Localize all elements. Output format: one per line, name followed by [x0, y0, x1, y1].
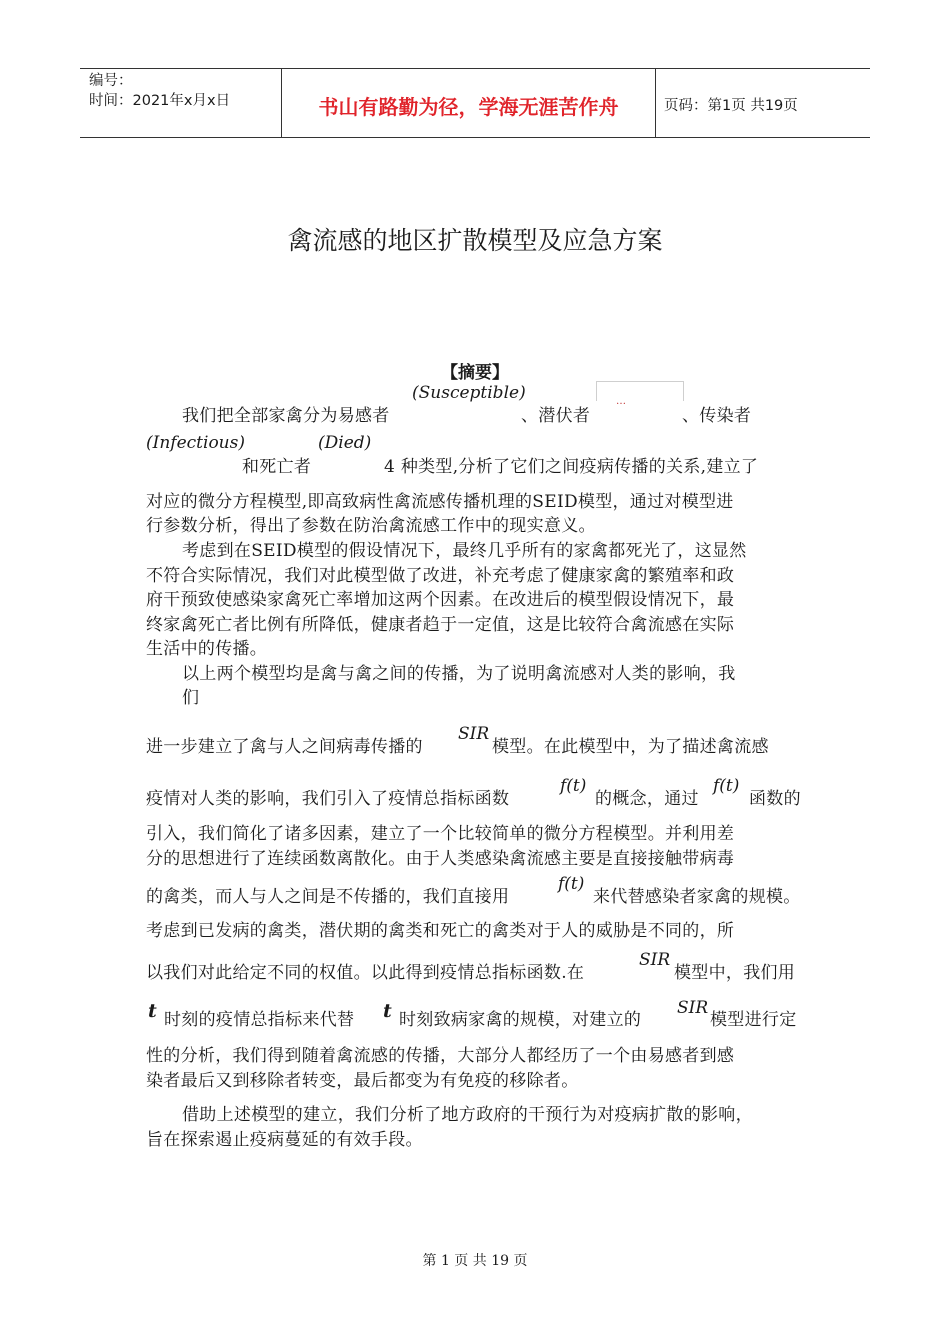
- header-motto: 书山有路勤为径，学海无涯苦作舟: [318, 95, 619, 119]
- abstract-text: 生活中的传播。: [146, 639, 268, 659]
- header-page-code: 页码：第1页 共19页: [664, 98, 798, 114]
- abstract-text: 、传染者: [682, 406, 752, 426]
- abstract-text: 不符合实际情况，我们对此模型做了改进，补充考虑了健康家禽的繁殖率和政: [146, 566, 735, 586]
- abstract-text: 的概念，通过: [595, 789, 699, 809]
- abstract-text: 时刻致病家禽的规模，对建立的: [399, 1010, 642, 1030]
- abstract-text: 考虑到在SEID模型的假设情况下，最终几乎所有的家禽都死光了，这显然: [182, 541, 747, 561]
- formula-sir: SIR: [677, 998, 709, 1018]
- abstract-text: 染者最后又到移除者转变，最后都变为有免疫的移除者。: [146, 1071, 579, 1091]
- formula-susceptible: (Susceptible): [412, 383, 526, 403]
- abstract-text: 我们把全部家禽分为易感者: [182, 406, 390, 426]
- abstract-text: 性的分析，我们得到随着禽流感的传播，大部分人都经历了一个由易感者到感: [146, 1046, 735, 1066]
- abstract-text: 行参数分析，得出了参数在防治禽流感工作中的现实意义。: [146, 516, 596, 536]
- abstract-text: 时刻的疫情总指标来代替: [164, 1010, 355, 1030]
- abstract-text: 引入，我们简化了诸多因素，建立了一个比较简单的微分方程模型。并利用差: [146, 824, 735, 844]
- formula-t: t: [148, 1000, 157, 1022]
- abstract-text: 进一步建立了禽与人之间病毒传播的: [146, 737, 423, 757]
- page-footer: 第 1 页 共 19 页: [422, 1253, 528, 1269]
- abstract-text: 来代替感染者家禽的规模。: [593, 887, 801, 907]
- formula-blank-mark: …: [616, 396, 627, 407]
- abstract-text: 终家禽死亡者比例有所降低，健康者趋于一定值，这是比较符合禽流感在实际: [146, 615, 735, 635]
- abstract-text: 分的思想进行了连续函数离散化。由于人类感染禽流感主要是直接接触带病毒: [146, 849, 735, 869]
- time-label: 时间：2021年x月x日: [89, 93, 231, 109]
- formula-died: (Died): [318, 433, 372, 453]
- abstract-text: 4 种类型,分析了它们之间疫病传播的关系,建立了: [384, 457, 759, 477]
- formula-ft: f(t): [560, 776, 587, 796]
- abstract-text: 以我们对此给定不同的权值。以此得到疫情总指标函数.在: [146, 963, 585, 983]
- abstract-text: 、潜伏者: [521, 406, 591, 426]
- formula-infectious: (Infectious): [146, 433, 245, 453]
- page-header: [80, 68, 870, 138]
- header-meta: [89, 71, 230, 111]
- abstract-text: 以上两个模型均是禽与禽之间的传播，为了说明禽流感对人类的影响，我: [182, 664, 736, 684]
- document-title: 禽流感的地区扩散模型及应急方案: [287, 226, 663, 255]
- abstract-text: 模型进行定: [710, 1010, 797, 1030]
- abstract-text: 模型中，我们用: [674, 963, 796, 983]
- formula-blank-box: [596, 381, 684, 401]
- abstract-text: 的禽类，而人与人之间是不传播的，我们直接用: [146, 887, 510, 907]
- formula-sir: SIR: [639, 950, 671, 970]
- formula-ft: f(t): [713, 776, 740, 796]
- abstract-text: 疫情对人类的影响，我们引入了疫情总指标函数: [146, 789, 510, 809]
- header-divider: [655, 69, 656, 137]
- formula-sir: SIR: [458, 724, 490, 744]
- abstract-text: 对应的微分方程模型,即高致病性禽流感传播机理的SEID模型，通过对模型进: [146, 492, 734, 512]
- abstract-text: 旨在探索遏止疫病蔓延的有效手段。: [146, 1130, 423, 1150]
- abstract-text: 和死亡者: [242, 457, 312, 477]
- abstract-text: 函数的: [749, 789, 801, 809]
- abstract-heading: 【摘要】: [441, 363, 509, 383]
- abstract-text: 们: [182, 688, 200, 708]
- abstract-text: 模型。在此模型中，为了描述禽流感: [492, 737, 769, 757]
- abstract-text: 府干预致使感染家禽死亡率增加这两个因素。在改进后的模型假设情况下，最: [146, 590, 735, 610]
- formula-ft: f(t): [558, 874, 585, 894]
- number-label: 编号：: [89, 73, 133, 89]
- formula-t: t: [383, 1000, 392, 1022]
- abstract-text: 考虑到已发病的禽类，潜伏期的禽类和死亡的禽类对于人的威胁是不同的，所: [146, 921, 735, 941]
- abstract-text: 借助上述模型的建立，我们分析了地方政府的干预行为对疫病扩散的影响，: [182, 1105, 753, 1125]
